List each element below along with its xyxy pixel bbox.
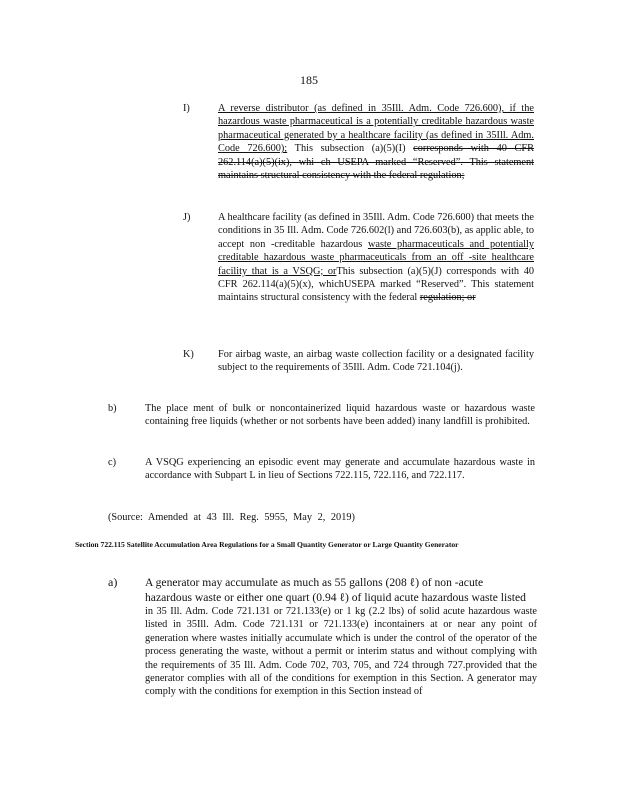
item-label-i: I)	[183, 103, 190, 114]
item-i-plain-text: This subsection (a)(5)(I)	[287, 143, 414, 155]
page-number: 185	[300, 73, 318, 87]
para-a-line-2: hazardous waste or either one quart (0.94 ℓ) of liquid acute hazardous waste listed	[145, 591, 526, 604]
item-label-b: b)	[108, 403, 117, 414]
para-a-line-1: A generator may accumulate as much as 55 gallons (208 ℓ) of non -acute	[145, 576, 484, 589]
source-note: (Source: Amended at 43 Ill. Reg. 5955, May 2, 2019)	[108, 512, 355, 523]
item-j-plain-text: A healthcare facility (as defined in 35Ill. Adm. Code 726.600) that meets the conditions in 35 Ill. Adm. Code 726.602(l) and 726.603(b), as applic able, to accept non -creditable hazardous	[218, 212, 534, 250]
item-label-k: K)	[183, 349, 194, 360]
item-i-text	[218, 102, 534, 182]
para-a-text	[145, 575, 537, 699]
para-a-rest: in 35 Ill. Adm. Code 721.131 or 721.133(e) or 1 kg (2.2 lbs) of solid acute hazardous waste listed in 35Ill. Adm. Code 721.131 or 721.133(e) incontainers at or near any point of generation where wastes initially accumulate which is under the control of the operator of the process generating the waste, without a permit or interim status and without complying with the requirements of 35 Ill. Adm. Code 702, 703, 705, and 724 through 727.provided that the generator complies with all of the conditions for exemption in this Section. A generator may comply with the conditions for exemption in this Section instead of	[145, 606, 537, 698]
item-label-c: c)	[108, 457, 116, 468]
item-c-text: A VSQG experiencing an episodic event may generate and accumulate hazardous waste in accordance with Subpart L in lieu of Sections 722.115, 722.116, and 722.117.	[145, 457, 535, 482]
item-j-plain-text-2: This subsection (a)(5)(J) corresponds with 40 CFR 262.114(a)(5)(x), whichUSEPA marked “Reserved”. This statement maintains structural consistency with the federal	[218, 265, 535, 304]
item-k-text: For airbag waste, an airbag waste collection facility or a designated facility subject to the requirements of 35Ill. Adm. Code 721.104(j).	[218, 349, 534, 374]
section-heading: Section 722.115 Satellite Accumulation Area Regulations for a Small Quantity Generator or Large Quantity Generator	[75, 540, 459, 549]
item-b-text: The place ment of bulk or noncontainerized liquid hazardous waste or hazardous waste containing free liquids (whether or not sorbents have been added) inany landfill is prohibited.	[145, 403, 535, 428]
item-j-deleted-text: regulation; or	[419, 292, 476, 304]
item-j-inserted-text: waste pharmaceuticals and potentially creditable hazardous waste pharmaceuticals from an off -site healthcare facility that is a VSQG; or	[218, 238, 535, 277]
item-i-deleted-text: corresponds with 40 CFR 262.114(a)(5)(ix), whi ch USEPA marked “Reserved”. This statement maintains structural consistency with the federal regulation;	[218, 143, 535, 182]
item-j-text	[218, 211, 534, 305]
item-i-inserted-text: A reverse distributor (as defined in 35Ill. Adm. Code 726.600), if the hazardous waste pharmaceutical is a potentially creditable hazardous waste pharmaceutical generated by a healthcare facility (as defined in 35Ill. Adm. Code 726.600);	[218, 103, 534, 155]
item-label-j: J)	[183, 212, 191, 223]
para-a-label: a)	[108, 575, 118, 589]
